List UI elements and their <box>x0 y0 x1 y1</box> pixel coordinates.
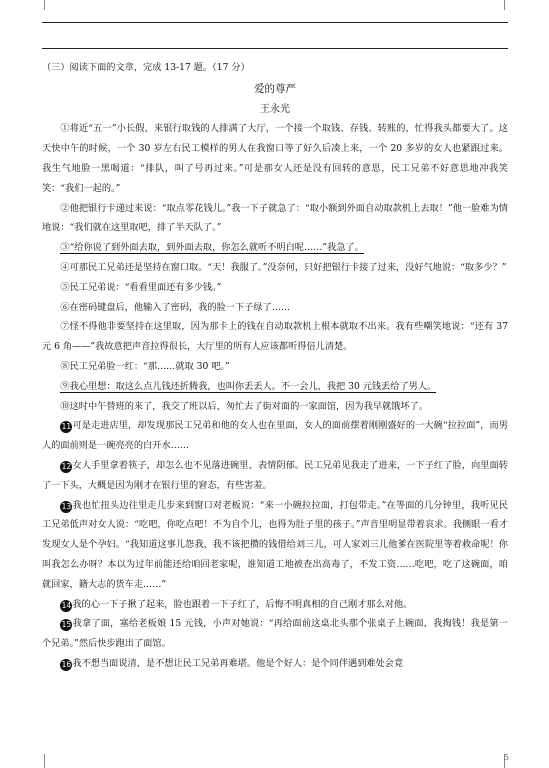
paragraph-number-badge: 13 <box>61 501 72 511</box>
paragraph: ⑥在密码键盘后，他输入了密码，我的脸一下子绿了…… <box>60 301 291 313</box>
crop-mark <box>30 0 45 10</box>
paragraph: 13我也忙扭头边往里走几步来到窗口对老板说：“来一小碗拉拉面，打包带走。”在等面的几分钟里，我听见民工兄弟低声对女人说：“吃吧，你吃点吧！不为自个儿，也得为肚子里的孩子。”声音里明显带着哀求。我侧眼一看才发现女人是个孕妇。“我知道这事儿怨我，我不该把攒的钱借给刘三儿，可人家刘三儿他爹在医院里等着救命呢！你叫我怎么办呀？本以为过年前能还给咱回老家呢，谁知道工地被查出高毒了，不发工资……吃吧，吃了这碗面，咱就回家，籍大志的货车走……” <box>42 499 508 590</box>
paragraph-number-badge: 12 <box>61 461 72 471</box>
paragraph: ④可那民工兄弟还是坚持在窗口取。“天！我服了。”没奈何，只好把银行卡接了过来，没好气地说：“取多少？” <box>60 261 507 273</box>
paragraph: ②他把银行卡递过来说：“取点零花钱儿。”我一下子就急了：“取小额到外面自动取款机上去取！”他一脸难为情地说：“我们就在这里取吧，排了半天队了。” <box>42 202 508 234</box>
passage-author: 王永光 <box>260 103 290 115</box>
paragraph: 15我拿了面，塞给老板娘 15 元钱，小声对她说：“再给面前这桌北头那个张桌子上碗面，我掏钱！我是第一个兄弟。”然后快步跑出了面馆。 <box>42 618 508 650</box>
underlined-sentence: ⑨我心里想：取这么点儿钱还折腾我，也叫你丢丢人。不一会儿，我把 30 元钱丢给了男人。 <box>60 380 437 392</box>
paragraph: ⑩这时中午替班的来了，我交了班以后，匆忙去了街对面的一家面馆，因为我早就饿坏了。 <box>60 400 428 412</box>
passage-title: 爱的尊严 <box>254 82 296 95</box>
answer-line <box>42 22 508 23</box>
paragraph: ⑤民工兄弟说：“看看里面还有多少钱。” <box>60 281 222 293</box>
paragraph: 16我不想当面说清，是不想让民工兄弟再难堪。他是个好人：是个同伴遇到难处会竟 <box>61 657 404 669</box>
section-heading: （三）阅读下面的文章，完成 13-17 题。（17 分） <box>42 62 250 73</box>
crop-mark <box>504 0 519 10</box>
paragraph: ⑧民工兄弟脸一红：“那……就取 30 吧。” <box>60 360 230 372</box>
paragraph: 11可是走进店里，却发现那民工兄弟和他的女人也在里面，女人的面前摆着刚刚盛好的一大碗“拉拉面”，而男人的面前则是一碗亮亮的白开水…… <box>42 420 508 452</box>
paragraph-number-badge: 11 <box>61 422 72 432</box>
paragraph: 14我的心一下子揪了起来，脸也跟着一下子红了，后悔不明真相的自己刚才那么对他。 <box>61 598 413 610</box>
paragraph: ①将近“五一”小长假，来银行取钱的人排满了大厅，一个接一个取钱、存钱、转账的，忙得我头都要大了。这天快中午的时候，一个 30 岁左右民工模样的男人在我窗口等了好久后凑上来，一个 20 多岁的女人也紧跟过来。我生气地脸一黑喝道：“排队，叫了号再过来。”可是那女人还是没有回转的意思，民工兄弟不好意思地冲我笑笑：“我们一起的。” <box>42 123 508 194</box>
answer-line <box>42 48 508 49</box>
page-number: 5 <box>503 753 509 762</box>
reading-passage <box>42 58 508 674</box>
paragraph <box>42 377 508 397</box>
underlined-sentence: ③“给你说了到外面去取，到外面去取，你怎么就听不明白呢……”我急了。 <box>60 242 364 254</box>
paragraph: ⑦怪不得他非要坚持在这里取，因为那卡上的钱在自动取款机上根本就取不出来。我有些嘲笑地说：“还有 37 元 6 角——”我故意把声音拉得很长，大厅里的所有人应该都听得倍儿清楚。 <box>42 321 508 353</box>
paragraph-number-badge: 14 <box>61 600 72 610</box>
paragraph-number-badge: 15 <box>61 620 72 630</box>
crop-mark <box>30 754 45 768</box>
paragraph <box>42 238 508 258</box>
paragraph: 12女人手里拿着筷子，却怎么也不见落进碗里，表情阴郁。民工兄弟见我走了进来，一下子红了脸，向里面转了一下头，大概是因为刚才在银行里的窘态，有些害羞。 <box>42 459 508 491</box>
paragraph-number-badge: 16 <box>61 659 72 669</box>
